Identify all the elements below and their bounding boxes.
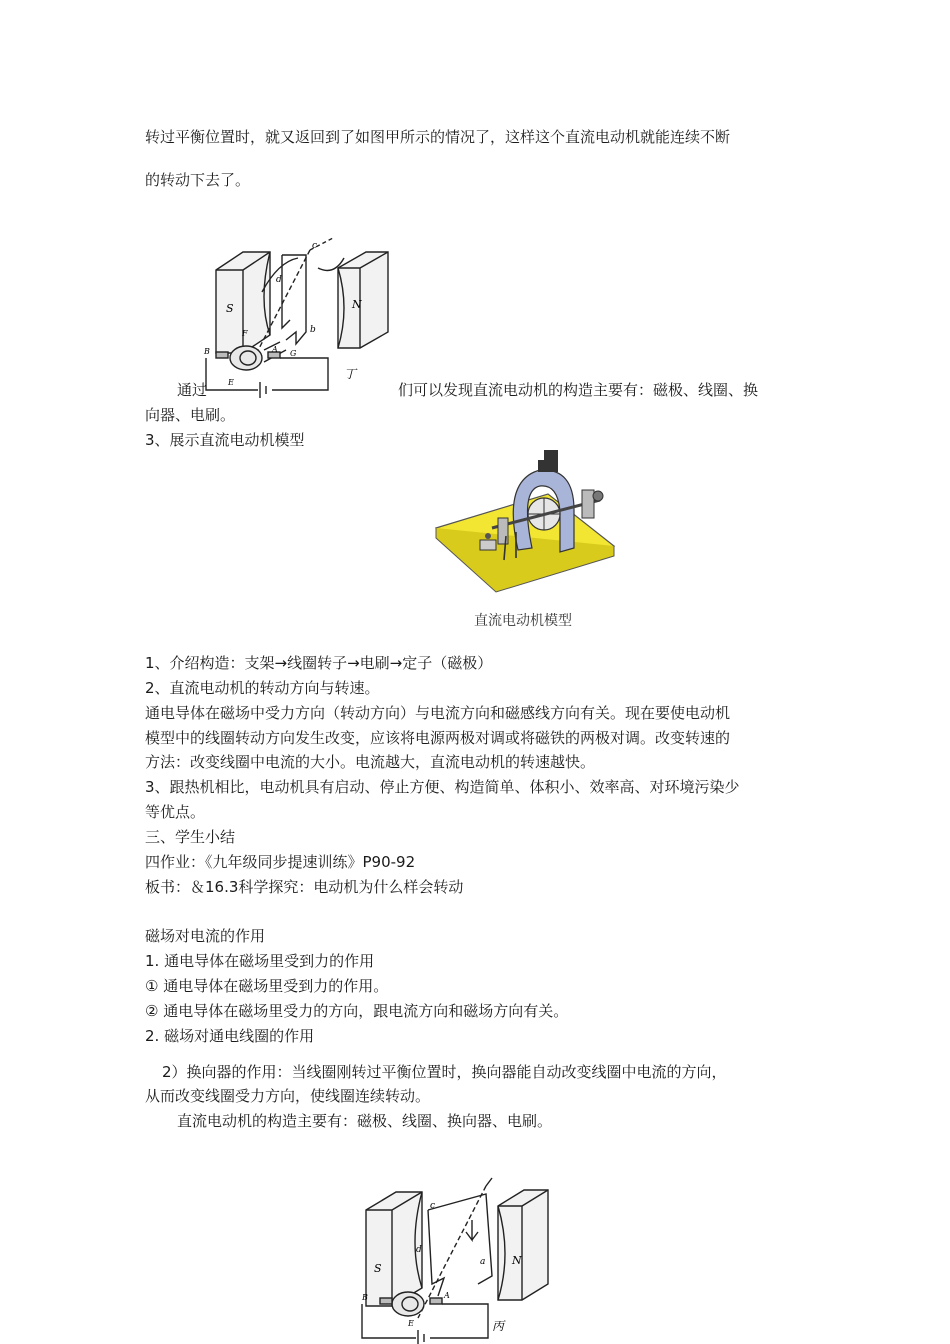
- label-a-lower: a: [480, 1257, 486, 1267]
- text-line: 从而改变线圈受力方向，使线圈连续转动。: [145, 1087, 431, 1105]
- label-c: c: [312, 241, 318, 251]
- text-line: 们可以发现直流电动机的构造主要有：磁极、线圈、换: [398, 381, 759, 399]
- motor-diagram-top: [198, 240, 398, 395]
- text-line: 等优点。: [145, 803, 206, 821]
- text-line: 磁场对电流的作用: [145, 927, 266, 945]
- label-f: F: [242, 329, 248, 338]
- model-caption: 直流电动机模型: [474, 613, 572, 629]
- label-s: S: [226, 302, 234, 315]
- text-line: 的转动下去了。: [145, 171, 251, 189]
- text-line: 2、直流电动机的转动方向与转速。: [145, 679, 380, 697]
- label-e: E: [228, 378, 234, 387]
- text-line: 方法：改变线圈中电流的大小。电流越大，直流电动机的转速越快。: [145, 753, 596, 771]
- text-line: 通电导体在磁场中受力方向（转动方向）与电流方向和磁感线方向有关。现在要使电动机: [145, 704, 731, 722]
- text-line: 模型中的线圈转动方向发生改变，应该将电源两极对调或将磁铁的两极对调。改变转速的: [145, 729, 731, 747]
- text-line: ② 通电导体在磁场里受力的方向，跟电流方向和磁场方向有关。: [145, 1002, 569, 1020]
- label-b: b: [310, 325, 316, 335]
- label-n: N: [512, 1254, 522, 1267]
- text-line: 3、跟热机相比，电动机具有启动、停止方便、构造简单、体积小、效率高、对环境污染少: [145, 778, 740, 796]
- label-d: d: [276, 275, 282, 285]
- label-g: G: [290, 349, 297, 358]
- label-s: S: [374, 1262, 382, 1275]
- text-line: 1、介绍构造：支架→线圈转子→电刷→定子（磁极）: [145, 654, 493, 672]
- figure-tag: 丙: [492, 1319, 505, 1333]
- text-line: 通过: [177, 381, 208, 399]
- label-b: B: [362, 1293, 368, 1302]
- text-line: 三、学生小结: [145, 828, 236, 846]
- text-line: 转过平衡位置时，就又返回到了如图甲所示的情况了，这样这个直流电动机就能连续不断: [145, 128, 731, 146]
- text-line: 1. 通电导体在磁场里受到力的作用: [145, 952, 375, 970]
- label-e: E: [408, 1319, 414, 1328]
- label-c: c: [430, 1201, 436, 1211]
- label-d: d: [416, 1245, 422, 1255]
- text-line: ① 通电导体在磁场里受到力的作用。: [145, 977, 389, 995]
- motor-model-image: [432, 440, 617, 600]
- label-b-brush: B: [204, 347, 210, 356]
- text-line: 四作业：《九年级同步提速训练》P90-92: [145, 853, 416, 871]
- label-n: N: [352, 298, 362, 311]
- text-line: 板书：＆16.3科学探究：电动机为什么样会转动: [145, 878, 464, 896]
- text-line: 2）换向器的作用：当线圈刚转过平衡位置时，换向器能自动改变线圈中电流的方向，: [162, 1063, 727, 1081]
- text-line: 3、展示直流电动机模型: [145, 431, 305, 449]
- label-a: A: [444, 1291, 450, 1300]
- label-a: A: [272, 345, 278, 354]
- text-line: 向器、电刷。: [145, 406, 236, 424]
- motor-diagram-bottom: [352, 1180, 552, 1340]
- figure-tag: 丁: [344, 367, 357, 381]
- text-line: 2. 磁场对通电线圈的作用: [145, 1027, 315, 1045]
- text-line: 直流电动机的构造主要有：磁极、线圈、换向器、电刷。: [177, 1112, 553, 1130]
